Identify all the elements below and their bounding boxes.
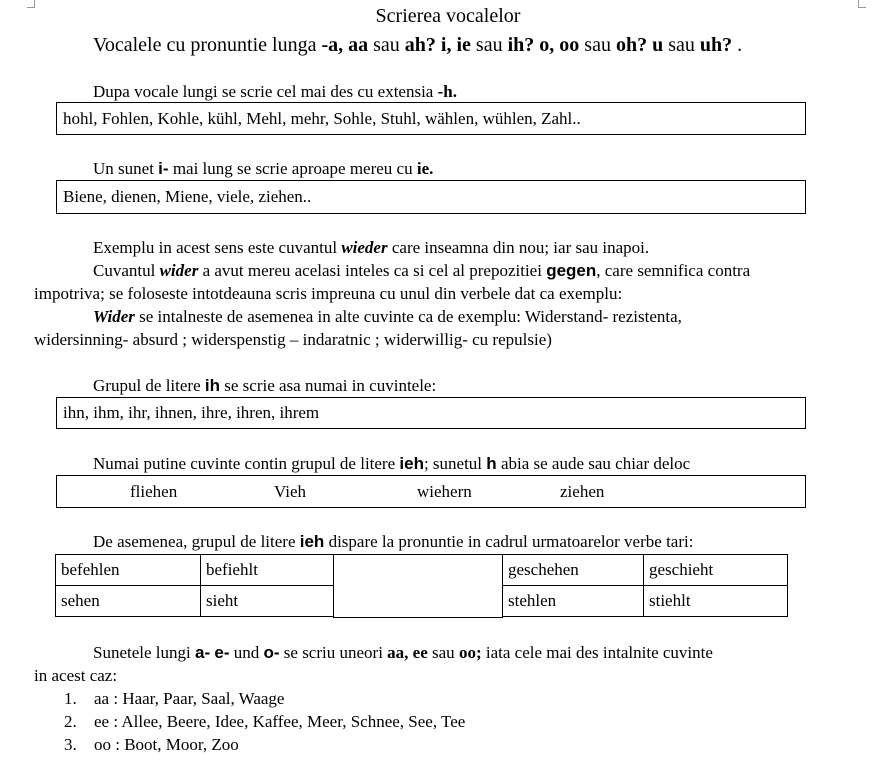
intro-a: -a, aa <box>321 34 369 56</box>
table-row <box>56 586 334 617</box>
verbs-table-gap-bottom <box>333 617 503 618</box>
table-cell: stiehlt <box>644 586 788 617</box>
example-box-ih <box>56 397 806 429</box>
example-box-ieh <box>56 475 806 508</box>
wieder-line-1: Exemplu in acest sens este cuvantul wieder care inseamna din nou; iar sau inapoi. <box>93 238 650 257</box>
ieh-word-3: wiehern <box>417 482 472 501</box>
verbs-table-gap-top <box>333 554 503 555</box>
list-number: 3. <box>64 735 77 754</box>
list-number: 2. <box>64 712 77 731</box>
wieder-line-4: Wider se intalneste de asemenea in alte cuvinte ca de exemplu: Widerstand- rezistenta, <box>93 307 682 326</box>
list-number: 1. <box>64 689 77 708</box>
table-cell: sieht <box>201 586 334 617</box>
section-i-text: Un sunet i- mai lung se scrie aproape mereu cu ie. <box>93 159 434 178</box>
section-ieh-text: Numai putine cuvinte contin grupul de litere ieh; sunetul h abia se aude sau chiar deloc <box>93 454 691 473</box>
wieder-line-2: Cuvantul wider a avut mereu acelasi inteles ca si cel al prepozitiei gegen, care semnifica contra <box>93 261 751 280</box>
table-cell: stehlen <box>503 586 644 617</box>
verbs-table-left <box>55 554 334 617</box>
table-cell: sehen <box>56 586 201 617</box>
section-verbs-text: De asemenea, grupul de litere ieh dispare la pronuntie in cadrul urmatoarelor verbe tari: <box>93 532 694 551</box>
list-item <box>64 688 284 710</box>
table-cell: geschehen <box>503 555 644 586</box>
table-cell: befehlen <box>56 555 201 586</box>
table-row <box>503 555 788 586</box>
table-cell: befiehlt <box>201 555 334 586</box>
list-text: oo : Boot, Moor, Zoo <box>94 735 239 754</box>
list-text: ee : Allee, Beere, Idee, Kaffee, Meer, Schnee, See, Tee <box>94 712 466 731</box>
wieder-line-5: widersinning- absurd ; widerspenstig – indaratnic ; widerwillig- cu repulsie) <box>34 330 552 349</box>
intro-line: Vocalele cu pronuntie lunga -a, aa sau ah? i, ie sau ih? o, oo sau oh? u sau uh? . <box>93 34 743 56</box>
section-h-text: Dupa vocale lungi se scrie cel mai des cu extensia -h. <box>93 82 457 101</box>
verbs-table-right <box>502 554 788 617</box>
page-title: Scrierea vocalelor <box>375 5 521 27</box>
ieh-word-1: fliehen <box>130 482 178 501</box>
table-row <box>503 586 788 617</box>
table-cell: geschieht <box>644 555 788 586</box>
wieder-line-3: impotriva; se foloseste intotdeauna scris impreuna cu unul din verbele dat ca exemplu: <box>34 284 623 303</box>
example-box-h <box>56 102 806 135</box>
section-ih-text: Grupul de litere ih se scrie asa numai in cuvintele: <box>93 376 437 395</box>
example-box-ie <box>56 180 806 214</box>
example-box-ih-text: ihn, ihm, ihr, ihnen, ihre, ihren, ihrem <box>63 403 320 422</box>
example-box-ie-text: Biene, dienen, Miene, viele, ziehen.. <box>63 187 312 206</box>
list-item <box>64 734 239 756</box>
list-item <box>64 711 465 733</box>
ieh-word-2: Vieh <box>274 482 307 501</box>
ieh-word-4: ziehen <box>560 482 605 501</box>
section-long-line-2: in acest caz: <box>34 666 118 685</box>
intro-lead: Vocalele cu pronuntie lunga <box>93 34 322 56</box>
example-box-h-text: hohl, Fohlen, Kohle, kühl, Mehl, mehr, Sohle, Stuhl, wählen, wühlen, Zahl.. <box>63 109 581 128</box>
list-text: aa : Haar, Paar, Saal, Waage <box>94 689 285 708</box>
section-long-text: Sunetele lungi a- e- und o- se scriu uneori aa, ee sau oo; iata cele mai des intalnite cuvinte <box>93 643 713 662</box>
table-row <box>56 555 334 586</box>
